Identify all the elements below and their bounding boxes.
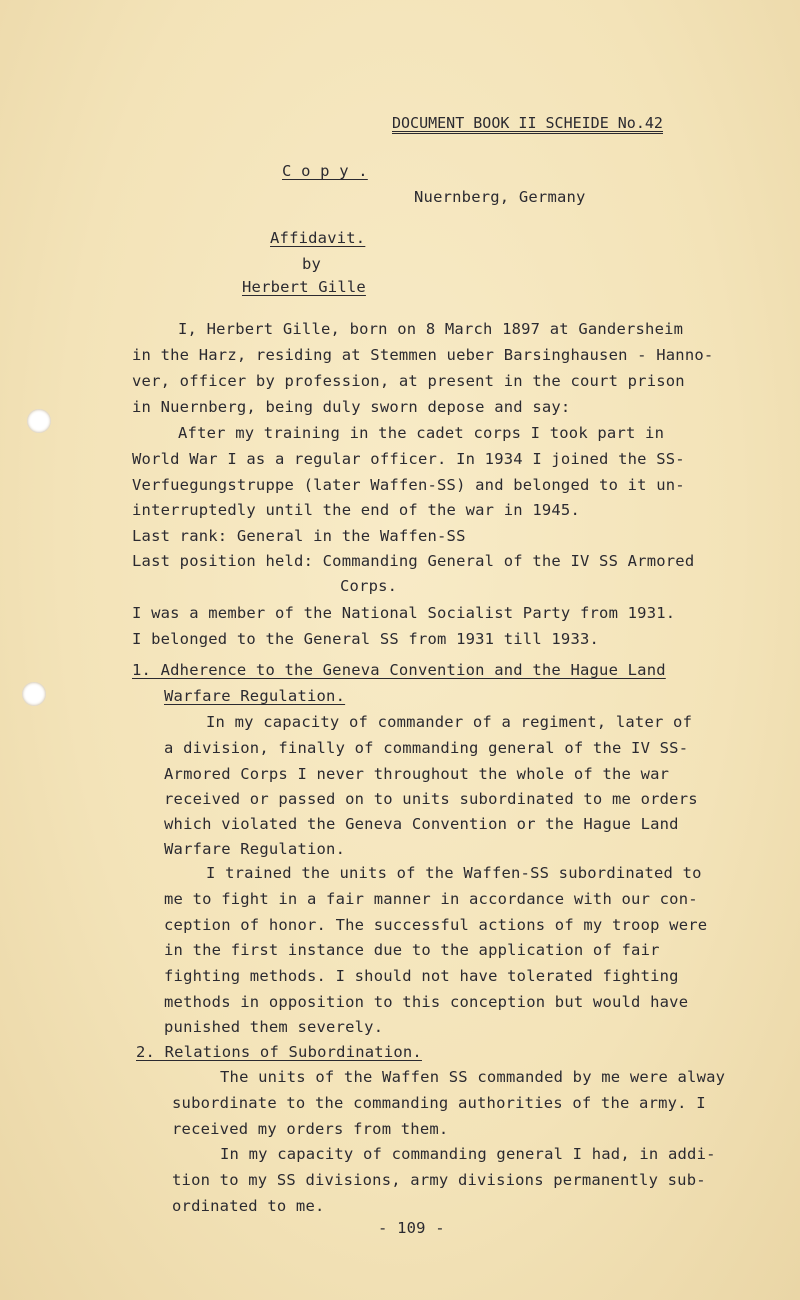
career-line: Last position held: Commanding General of the IV SS Armored (132, 552, 695, 570)
title-name: Herbert Gille (242, 278, 366, 296)
career-line: After my training in the cadet corps I took part in (178, 424, 665, 442)
section1-para1-line: a division, finally of commanding general of the IV SS- (164, 739, 689, 757)
section1-para1-line: received or passed on to units subordinated to me orders (164, 790, 698, 808)
section2-para2-line: tion to my SS divisions, army divisions permanently sub- (172, 1171, 706, 1189)
title-affidavit: Affidavit. (270, 229, 366, 247)
copy-label: C o p y . (282, 162, 368, 180)
title-by: by (302, 255, 322, 273)
document-reference: DOCUMENT BOOK II SCHEIDE No.42 (392, 114, 663, 132)
section2-para2-line: ordinated to me. (172, 1197, 325, 1215)
section1-heading: 1. Adherence to the Geneva Convention and the Hague Land (132, 661, 666, 679)
page-number: - 109 - (378, 1219, 445, 1237)
intro-line: in Nuernberg, being duly sworn depose and say: (132, 398, 571, 416)
section1-para2-line: me to fight in a fair manner in accordance with our con- (164, 890, 698, 908)
section2-heading: 2. Relations of Subordination. (136, 1043, 422, 1061)
career-line: interruptedly until the end of the war in 1945. (132, 501, 580, 519)
career-line: Corps. (340, 577, 398, 595)
section1-para1-line: which violated the Geneva Convention or the Hague Land (164, 815, 679, 833)
career-line: Last rank: General in the Waffen-SS (132, 527, 466, 545)
section1-para1-line: In my capacity of commander of a regiment, later of (206, 713, 693, 731)
section2-para1-line: subordinate to the commanding authorities of the army. I (172, 1094, 706, 1112)
place: Nuernberg, Germany (414, 188, 586, 206)
section2-para1-line: received my orders from them. (172, 1120, 449, 1138)
section1-para2-line: ception of honor. The successful actions of my troop were (164, 916, 708, 934)
section1-para2-line: fighting methods. I should not have tolerated fighting (164, 967, 679, 985)
career-line: Verfuegungstruppe (later Waffen-SS) and belonged to it un- (132, 476, 685, 494)
section2-para1-line: The units of the Waffen SS commanded by me were alway (220, 1068, 726, 1086)
section1-para2-line: punished them severely. (164, 1018, 384, 1036)
section1-para2-line: in the first instance due to the application of fair (164, 941, 660, 959)
intro-line: I, Herbert Gille, born on 8 March 1897 at Gandersheim (178, 320, 684, 338)
section1-heading: Warfare Regulation. (164, 687, 346, 705)
section2-para2-line: In my capacity of commanding general I had, in addi- (220, 1145, 716, 1163)
career-line: World War I as a regular officer. In 1934 I joined the SS- (132, 450, 685, 468)
section1-para1-line: Warfare Regulation. (164, 840, 346, 858)
section1-para2-line: methods in opposition to this conception but would have (164, 993, 689, 1011)
intro-line: in the Harz, residing at Stemmen ueber Barsinghausen - Hanno- (132, 346, 714, 364)
intro-line: ver, officer by profession, at present in the court prison (132, 372, 685, 390)
section1-para2-line: I trained the units of the Waffen-SS subordinated to (206, 864, 702, 882)
career-line: I was a member of the National Socialist Party from 1931. (132, 604, 676, 622)
punch-hole-bottom (22, 682, 46, 706)
career-line: I belonged to the General SS from 1931 till 1933. (132, 630, 600, 648)
section1-para1-line: Armored Corps I never throughout the whole of the war (164, 765, 670, 783)
punch-hole-top (27, 409, 51, 433)
